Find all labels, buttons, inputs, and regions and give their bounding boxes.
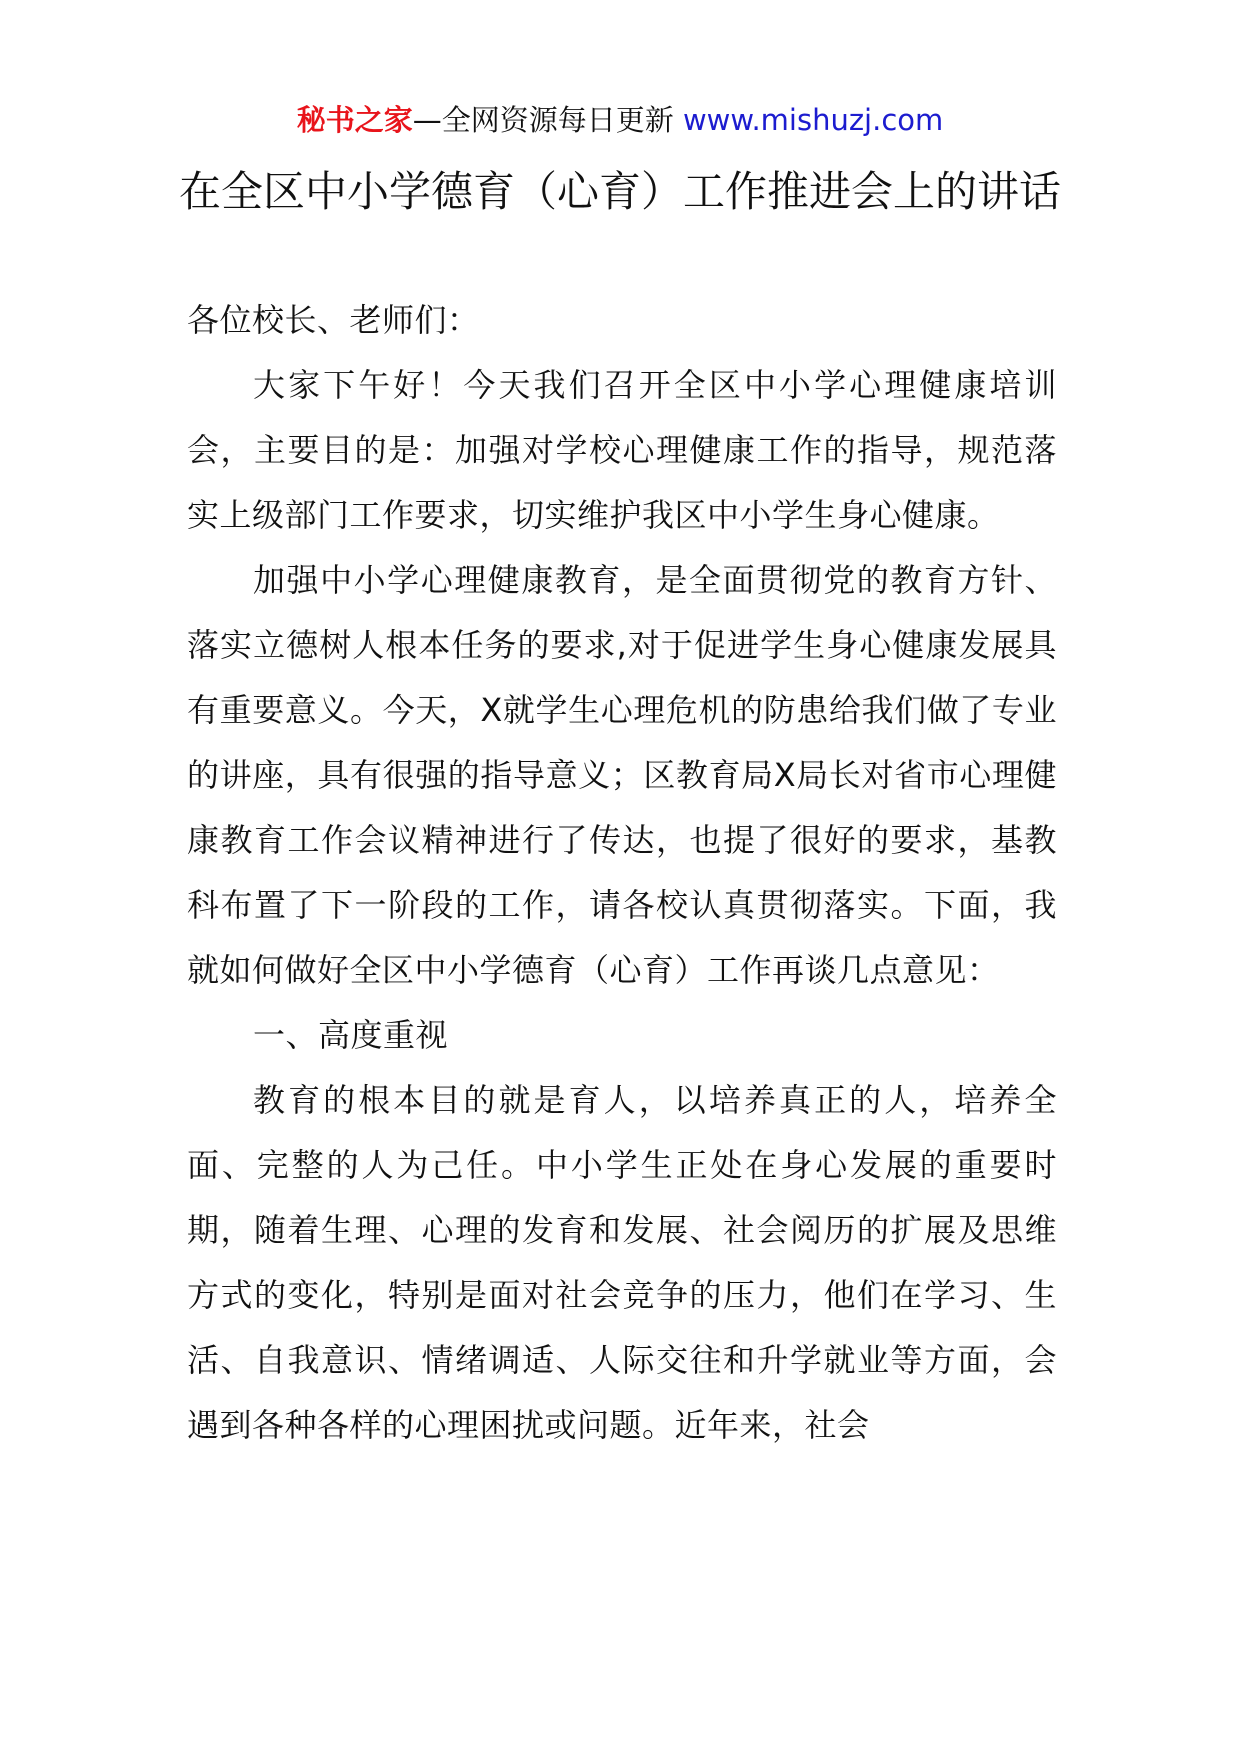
document-body (187, 288, 1057, 1458)
paragraph-education-purpose: 教育的根本目的就是育人，以培养真正的人，培养全面、完整的人为己任。中小学生正处在身心发展的重要时期，随着生理、心理的发育和发展、社会阅历的扩展及思维方式的变化，特别是面对社会竞争的压力，他们在学习、生活、自我意识、情绪调适、人际交往和升学就业等方面，会遇到各种各样的心理困扰或问题。近年来，社会 (187, 1081, 1057, 1444)
header-tagline: —全网资源每日更新 (412, 103, 674, 137)
paragraph-greeting: 大家下午好！今天我们召开全区中小学心理健康培训会，主要目的是：加强对学校心理健康工作的指导，规范落实上级部门工作要求，切实维护我区中小学生身心健康。 (187, 366, 1057, 534)
salutation: 各位校长、老师们： (187, 301, 480, 339)
paragraph-importance: 加强中小学心理健康教育，是全面贯彻党的教育方针、落实立德树人根本任务的要求,对于促进学生身心健康发展具有重要意义。今天，X就学生心理危机的防患给我们做了专业的讲座，具有很强的指导意义；区教育局X局长对省市心理健康教育工作会议精神进行了传达，也提了很好的要求，基教科布置了下一阶段的工作，请各校认真贯彻落实。下面，我就如何做好全区中小学德育（心育）工作再谈几点意见： (187, 561, 1057, 989)
site-url-link[interactable]: www.mishuzj.com (682, 103, 944, 137)
site-header (0, 100, 1240, 140)
brand-name: 秘书之家 (296, 103, 413, 137)
document-title: 在全区中小学德育（心育）工作推进会上的讲话 (178, 167, 1061, 216)
section-heading: 一、高度重视 (253, 1016, 449, 1054)
